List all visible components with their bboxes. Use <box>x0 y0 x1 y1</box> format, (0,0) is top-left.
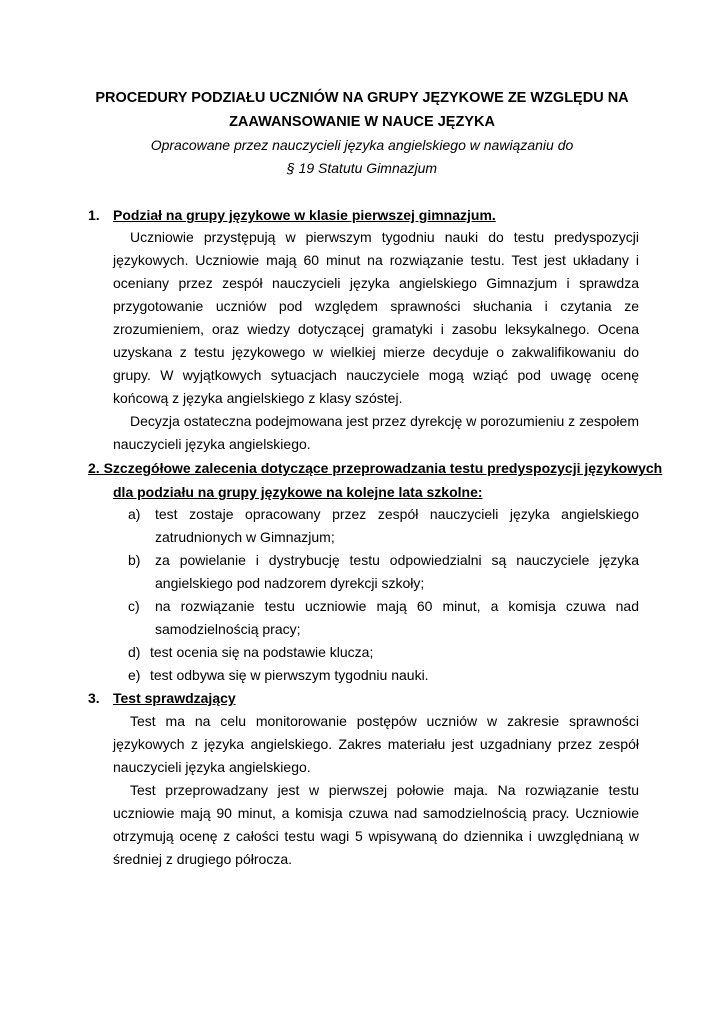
list-item-text: za powielanie i dystrybucję testu odpowiedzialni są nauczyciele języka angielskiego pod nadzorem dyrekcji szkoły; <box>155 552 639 591</box>
document-subtitle-line-1: Opracowane przez nauczycieli języka angielskiego w nawiązaniu do <box>150 137 574 153</box>
section-3-heading <box>88 686 236 710</box>
list-marker: a) <box>128 506 141 522</box>
list-marker: e) <box>128 667 141 683</box>
list-marker: d) <box>128 644 141 660</box>
section-1-paragraph-2: Decyzja ostateczna podejmowana jest przez dyrekcję w porozumieniu z zespołem nauczycieli języka angielskiego. <box>113 413 639 452</box>
list-item-d <box>128 641 639 664</box>
list-item-text: test odbywa się w pierwszym tygodniu nauki. <box>150 667 429 683</box>
section-1-paragraph-1: Uczniowie przystępują w pierwszym tygodniu nauki do testu predyspozycji językowych. Uczniowie mają 60 minut na rozwiązanie testu. Test jest układany i oceniany przez zespół nauczycieli języka angielskiego Gimnazjum i sprawdza przygotowanie uczniów pod względem sprawności słuchania i czytania ze zrozumieniem, oraz wiedzy dotyczącej gramatyki i zasobu leksykalnego. Ocena uzyskana z testu językowego w wielkiej mierze decyduje o zakwalifikowaniu do grupy. W wyjątkowych sytuacjach nauczyciele mogą wziąć pod uwagę ocenę końcową z języka angielskiego z klasy szóstej. <box>113 229 639 406</box>
list-item-text: test zostaje opracowany przez zespół nauczycieli języka angielskiego zatrudnionych w Gimnazjum; <box>155 506 639 545</box>
section-3-paragraph-2: Test przeprowadzany jest w pierwszej połowie maja. Na rozwiązanie testu uczniowie mają 90 minut, a komisja czuwa nad samodzielnością pracy. Uczniowie otrzymują ocenę z całości testu wagi 5 wpisywaną do dziennika i uwzględnianą w średniej z drugiego półrocza. <box>113 782 639 867</box>
section-2-heading-line-1: 2. Szczegółowe zalecenia dotyczące przeprowadzania testu predyspozycji językowych <box>88 460 663 476</box>
list-item-a <box>128 503 639 549</box>
section-1-title: Podział na grupy językowe w klasie pierwszej gimnazjum. <box>113 207 496 223</box>
section-3-paragraph-1: Test ma na celu monitorowanie postępów uczniów w zakresie sprawności językowych z języka angielskiego. Zakres materiału jest uzgadniany przez zespół nauczycieli języka angielskiego. <box>113 713 639 775</box>
document-subtitle-line-2: § 19 Statutu Gimnazjum <box>286 160 438 176</box>
list-item-c <box>128 595 639 641</box>
list-item-e <box>128 664 639 687</box>
document-title-line-1: PROCEDURY PODZIAŁU UCZNIÓW NA GRUPY JĘZYKOWE ZE WZGLĘDU NA <box>95 90 629 106</box>
section-2-heading-line-2: dla podziału na grupy językowe na kolejne lata szkolne: <box>113 484 483 500</box>
section-3-number: 3. <box>88 690 100 706</box>
document-title-line-2: ZAAWANSOWANIE W NAUCE JĘZYKA <box>229 114 495 130</box>
list-item-b <box>128 549 639 595</box>
list-item-text: test ocenia się na podstawie klucza; <box>150 644 374 660</box>
list-marker: b) <box>128 552 141 568</box>
list-marker: c) <box>128 598 140 614</box>
section-1-heading <box>88 203 496 227</box>
section-1-number: 1. <box>88 207 100 223</box>
section-3-title: Test sprawdzający <box>113 690 236 706</box>
list-item-text: na rozwiązanie testu uczniowie mają 60 minut, a komisja czuwa nad samodzielnością pracy; <box>155 598 639 637</box>
